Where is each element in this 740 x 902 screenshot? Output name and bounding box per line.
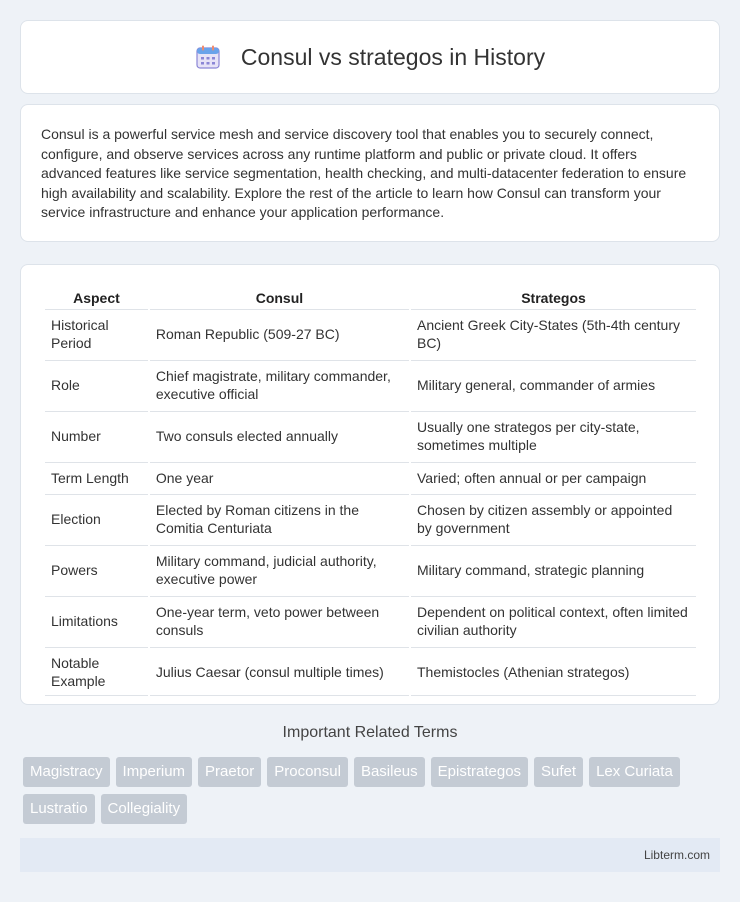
aspect-cell: Term Length: [45, 462, 148, 492]
page-title: Consul vs strategos in History: [240, 43, 546, 70]
consul-cell: One-year term, veto power between consuls: [150, 596, 409, 645]
related-terms-list: [23, 757, 723, 824]
header-card: [20, 20, 720, 94]
calendar-icon: [195, 44, 221, 70]
table-row: [45, 462, 696, 492]
strategos-cell: Chosen by citizen assembly or appointed by government: [411, 494, 696, 543]
consul-cell: Roman Republic (509-27 BC): [150, 309, 409, 358]
strategos-cell: Military general, commander of armies: [411, 360, 696, 409]
related-terms-heading: Important Related Terms: [282, 724, 458, 741]
strategos-cell: Military command, strategic planning: [411, 545, 696, 594]
strategos-cell: Varied; often annual or per campaign: [411, 462, 696, 492]
strategos-cell: Themistocles (Athenian strategos): [411, 647, 696, 696]
intro-card: [20, 104, 720, 242]
footer: [20, 838, 720, 872]
comparison-table: [43, 285, 698, 698]
aspect-cell: Notable Example: [45, 647, 148, 696]
related-term-tag[interactable]: Magistracy: [23, 757, 110, 787]
aspect-cell: Role: [45, 360, 148, 409]
table-row: [45, 545, 696, 594]
table-row: [45, 596, 696, 645]
footer-site-link[interactable]: Libterm.com: [643, 848, 710, 862]
aspect-cell: Election: [45, 494, 148, 543]
consul-cell: Elected by Roman citizens in the Comitia Centuriata: [150, 494, 409, 543]
table-header-row: [45, 287, 696, 307]
related-term-tag[interactable]: Imperium: [116, 757, 193, 787]
column-header-consul: Consul: [255, 290, 304, 306]
table-row: [45, 647, 696, 696]
aspect-cell: Powers: [45, 545, 148, 594]
table-row: [45, 494, 696, 543]
strategos-cell: Ancient Greek City-States (5th-4th century BC): [411, 309, 696, 358]
related-term-tag[interactable]: Proconsul: [267, 757, 348, 787]
related-term-tag[interactable]: Sufet: [534, 757, 583, 787]
related-term-tag[interactable]: Praetor: [198, 757, 261, 787]
consul-cell: Chief magistrate, military commander, executive official: [150, 360, 409, 409]
table-row: [45, 309, 696, 358]
strategos-cell: Dependent on political context, often limited civilian authority: [411, 596, 696, 645]
related-term-tag[interactable]: Basileus: [354, 757, 425, 787]
related-term-tag[interactable]: Lustratio: [23, 794, 95, 824]
table-row: [45, 360, 696, 409]
aspect-cell: Historical Period: [45, 309, 148, 358]
column-header-aspect: Aspect: [73, 290, 120, 306]
aspect-cell: Number: [45, 411, 148, 460]
consul-cell: Two consuls elected annually: [150, 411, 409, 460]
table-row: [45, 411, 696, 460]
consul-cell: Julius Caesar (consul multiple times): [150, 647, 409, 696]
aspect-cell: Limitations: [45, 596, 148, 645]
strategos-cell: Usually one strategos per city-state, sometimes multiple: [411, 411, 696, 460]
related-term-tag[interactable]: Lex Curiata: [589, 757, 680, 787]
column-header-strategos: Strategos: [521, 290, 586, 306]
intro-text: Consul is a powerful service mesh and service discovery tool that enables you to securely connect, configure, and observe services across any runtime platform and public or private cloud. It offers advanced features like service segmentation, health checking, and multi-datacenter federation to ensure high availability and scalability. Explore the rest of the article to learn how Consul can transform your service infrastructure and enhance your application performance.: [41, 126, 687, 221]
comparison-card: [20, 264, 720, 705]
consul-cell: Military command, judicial authority, executive power: [150, 545, 409, 594]
related-term-tag[interactable]: Collegiality: [101, 794, 188, 824]
related-term-tag[interactable]: Epistrategos: [431, 757, 528, 787]
consul-cell: One year: [150, 462, 409, 492]
